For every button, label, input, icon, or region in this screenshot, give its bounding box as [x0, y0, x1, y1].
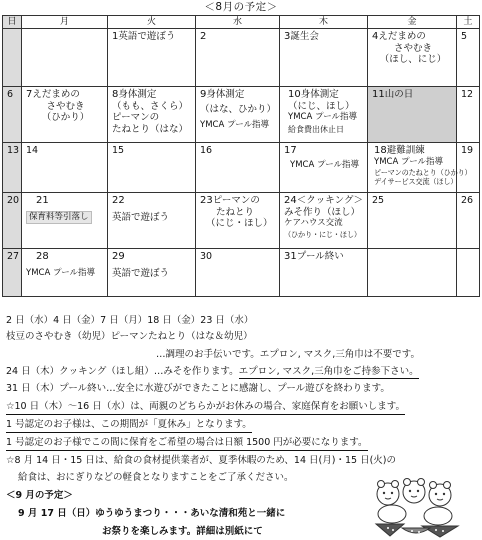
day-cell-sat: 26 [457, 193, 480, 249]
day-cell-sun: 13 [3, 143, 22, 193]
event-text: 身体測定 [206, 89, 245, 100]
section-heading: ＜9 月の予定＞ [6, 490, 73, 501]
event-text: 誕生会 [290, 31, 319, 42]
status-badge: 保育料等引落し [26, 211, 92, 224]
day-cell-tue: 1英語で遊ぼう [108, 29, 196, 87]
day-cell-tue: 8身体測定 （もも、さくら） ピーマンの たねとり（はな） [108, 87, 196, 143]
day-cell-thu: 17 YMCA プール指導 [280, 143, 368, 193]
event-text: ピーマンのたねとり（ひかり） [374, 168, 472, 177]
day-cell-fri: 11山の日 [368, 87, 457, 143]
event-text: デイサービス交流（ほし） [374, 177, 458, 186]
event-text: さやむき [46, 100, 85, 112]
day-cell-wed: 30 [196, 249, 280, 297]
note-line: 1 号認定のお子様は、この期間が「夏休み」となります。 [6, 419, 252, 433]
note-line: 給食は、おにぎりなどの軽食となりますことをご了承ください。 [18, 472, 294, 483]
day-cell-mon: 28 YMCA プール指導 [22, 249, 108, 297]
event-text: （はな、ひかり） [200, 103, 277, 115]
day-cell-tue: 22 英語で遊ぼう [108, 193, 196, 249]
children-watermelon-illustration [372, 478, 464, 538]
week-row-1 [3, 29, 480, 87]
day-cell-wed: 9身体測定 （はな、ひかり） YMCA プール指導 [196, 87, 280, 143]
day-cell-sun: 6 [3, 87, 22, 143]
day-cell-wed: 23ピーマンの たねとり （にじ・ほし） [196, 193, 280, 249]
day-cell-thu: 10身体測定 （にじ、ほし） YMCA プール指導 給食費出休止日 [280, 87, 368, 143]
note-line: ☆10 日（木）～16 日（水）は、両親のどちらかがお休みの場合、家庭保育をお願いします。 [6, 401, 405, 415]
day-cell-thu: 3誕生会 [280, 29, 368, 87]
event-text: 避難訓練 [386, 145, 425, 156]
note-line: 1 号認定のお子様でこの間に保育をご希望の場合は日額 1500 円が必要になります。 [6, 437, 368, 451]
event-text: YMCA プール指導 [290, 159, 360, 170]
day-cell-sat: 12 [457, 87, 480, 143]
day-cell-sun: 27 [3, 249, 22, 297]
day-cell-fri: 25 [368, 193, 457, 249]
week-row-3 [3, 143, 480, 193]
day-cell-sun: 20 [3, 193, 22, 249]
note-line: 枝豆のさやむき（幼児）ピーマンたねとり（はな＆幼児） [6, 331, 253, 342]
day-cell-sun [3, 29, 22, 87]
day-cell-mon: 21 保育料等引落し [22, 193, 108, 249]
day-cell-mon [22, 29, 108, 87]
event-text: （もも、さくら） [112, 100, 189, 112]
event-text: 英語で遊ぼう [112, 267, 170, 279]
week-row-5 [3, 249, 480, 297]
event-text: えだまめの [32, 89, 80, 100]
week-row-4 [3, 193, 480, 249]
day-cell-tue: 15 [108, 143, 196, 193]
event-text: ピーマンの [112, 112, 160, 123]
day-cell-wed: 2 [196, 29, 280, 87]
day-cell-mon: 7えだまめの さやむき （ひかり） [22, 87, 108, 143]
week-row-2 [3, 87, 480, 143]
event-text: みそ作り（ほし） [284, 206, 361, 218]
weekday-mon: 月 [22, 16, 108, 29]
event-text: （にじ、ほし） [288, 100, 355, 112]
calendar-table [2, 15, 480, 297]
event-text: さやむき [393, 42, 432, 54]
weekday-wed: 水 [196, 16, 280, 29]
weekday-tue: 火 [108, 16, 196, 29]
weekday-sat: 土 [457, 16, 480, 29]
event-text: たねとり（はな） [112, 123, 189, 135]
note-line: 9 月 17 日（日）ゆうゆうまつり・・・あいな清和苑と一緒に [18, 508, 286, 519]
note-line: 24 日（木）クッキング（ほし組）…みそを作ります。エプロン, マスク,三角巾をご持参下さい。 [6, 366, 419, 377]
weekday-thu: 木 [280, 16, 368, 29]
event-text: 給食費出休止日 [288, 124, 344, 134]
note-line: …調理のお手伝いです。エプロン, マスク,三角巾は不要です。 [156, 349, 421, 360]
event-text: 山の日 [384, 89, 414, 100]
event-text: えだまめの [378, 31, 426, 42]
event-text: プール終い [296, 251, 344, 262]
event-text: YMCA プール指導 [288, 112, 358, 122]
note-line: 2 日（水）4 日（金）7 日（月）18 日（金）23 日（水） [6, 315, 254, 326]
weekday-fri: 金 [368, 16, 457, 29]
event-text: （ひかり・にじ・ほし） [284, 229, 361, 239]
day-cell-mon: 14 [22, 143, 108, 193]
note-line: ☆8 月 14 日・15 日は、給食の食材提供業者が、夏季休暇のため、14 日(月)・15 日(火)の [6, 455, 396, 466]
day-cell-tue: 29 英語で遊ぼう [108, 249, 196, 297]
day-cell-wed: 16 [196, 143, 280, 193]
day-cell-thu: 24＜クッキング＞ みそ作り（ほし） ケアハウス交流 （ひかり・にじ・ほし） [280, 193, 368, 249]
day-cell-sat: 5 [457, 29, 480, 87]
page-title: ＜8月の予定＞ [204, 1, 278, 13]
day-cell-fri [368, 249, 457, 297]
day-cell-fri: 18避難訓練 YMCA プール指導 ピーマンのたねとり（ひかり） デイサービス交流（ほし） [368, 143, 457, 193]
weekday-header-row [3, 16, 480, 29]
event-text: たねとり [216, 206, 255, 218]
event-text: （にじ・ほし） [206, 218, 273, 229]
event-text: （ひかり） [41, 112, 90, 123]
event-text: ＜クッキング＞ [296, 195, 363, 206]
event-text: （ほし、にじ） [379, 54, 447, 65]
event-text: YMCA プール指導 [374, 156, 444, 167]
event-text: 身体測定 [118, 89, 157, 100]
event-text: YMCA プール指導 [200, 120, 270, 130]
event-text: 英語で遊ぼう [118, 31, 176, 42]
event-text: ピーマンの [212, 195, 260, 206]
event-text: YMCA プール指導 [26, 267, 96, 278]
event-text: 英語で遊ぼう [112, 211, 170, 223]
day-cell-sat [457, 249, 480, 297]
note-line: お祭りを楽しみます。詳細は別紙にて [102, 526, 263, 537]
weekday-sun: 日 [3, 16, 22, 29]
note-line: 31 日（木）プール終い…安全に水遊びができたことに感謝し、プール遊びを終わります。 [6, 383, 390, 394]
event-text: 身体測定 [300, 89, 339, 100]
day-cell-sat: 19 [457, 143, 480, 193]
event-text: ケアハウス交流 [284, 218, 343, 228]
day-cell-thu: 31プール終い [280, 249, 368, 297]
day-cell-fri: 4えだまめの さやむき （ほし、にじ） [368, 29, 457, 87]
